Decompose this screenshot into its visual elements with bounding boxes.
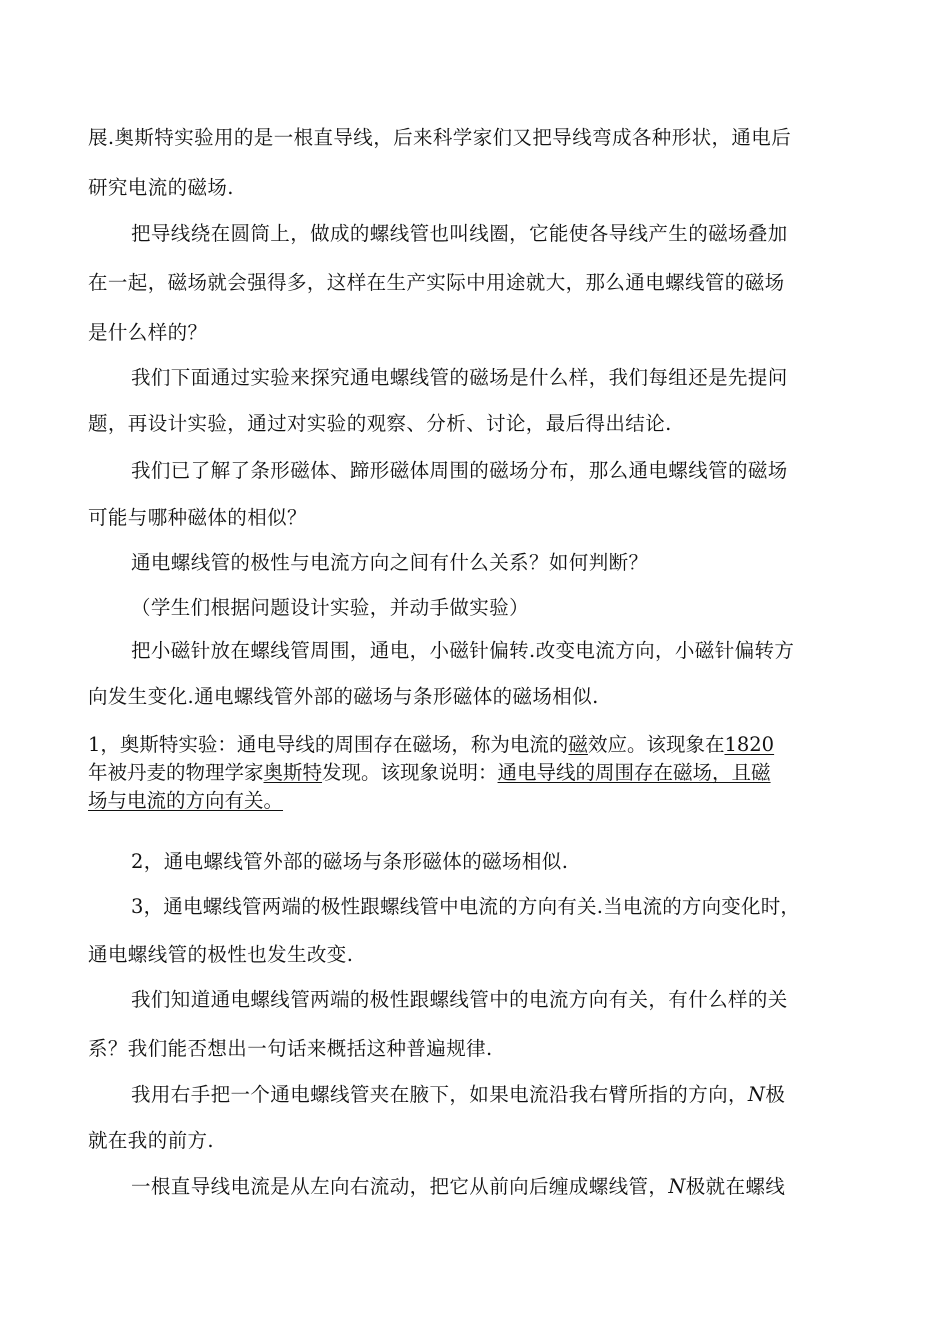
paragraph-line: 系？我们能否想出一句话来概括这种普遍规律. — [88, 1037, 493, 1060]
point1-underlined: 1820 — [724, 733, 775, 756]
n-pole-symbol: N — [747, 1083, 766, 1106]
point1-underlined: 奥斯特 — [263, 761, 323, 784]
point1-underlined: 磁 — [568, 733, 588, 756]
paragraph-line — [131, 1175, 785, 1199]
paragraph-line: 是什么样的？ — [88, 321, 208, 344]
text-span: 一根直导线电流是从左向右流动，把它从前向后缠成螺线管， — [131, 1175, 669, 1198]
point1-text: 发现。该现象说明： — [322, 761, 498, 784]
point1-text: 年被丹麦的物理学家 — [88, 761, 264, 784]
text-span: 我用右手把一个通电螺线管夹在腋下，如果电流沿我右臂所指的方向， — [131, 1083, 748, 1106]
point2-line: 2，通电螺线管外部的磁场与条形磁体的磁场相似. — [131, 850, 569, 873]
point3-line: 3，通电螺线管两端的极性跟螺线管中电流的方向有关.当电流的方向变化时， — [131, 895, 801, 918]
text-span: 极 — [765, 1083, 786, 1106]
paragraph-line: 向发生变化.通电螺线管外部的磁场与条形磁体的磁场相似. — [88, 685, 599, 708]
paragraph-line: 把导线绕在圆筒上，做成的螺线管也叫线圈，它能使各导线产生的磁场叠加 — [131, 222, 788, 245]
paragraph-line: 在一起，磁场就会强得多，这样在生产实际中用途就大，那么通电螺线管的磁场 — [88, 271, 785, 294]
point1-underlined: 场与电流的方向有关。 — [88, 789, 284, 812]
point1-underlined: 通电导线的周围存在磁场，且磁 — [497, 761, 771, 784]
paragraph-line: 我们知道通电螺线管两端的极性跟螺线管中的电流方向有关，有什么样的关 — [131, 988, 788, 1011]
paragraph-line: 通电螺线管的极性与电流方向之间有什么关系？如何判断？ — [131, 551, 649, 574]
paragraph-line: 研究电流的磁场. — [88, 176, 234, 199]
paragraph-line: 我们已了解了条形磁体、蹄形磁体周围的磁场分布，那么通电螺线管的磁场 — [131, 459, 788, 482]
point3-line: 通电螺线管的极性也发生改变. — [88, 943, 354, 966]
paragraph-line: 可能与哪种磁体的相似？ — [88, 506, 307, 529]
n-pole-symbol: N — [668, 1175, 686, 1198]
point1-text: 效应。该现象在 — [587, 733, 725, 756]
paragraph-line: （学生们根据问题设计实验，并动手做实验） — [131, 596, 530, 619]
point1-line — [88, 761, 771, 785]
point1-line — [88, 789, 283, 813]
paragraph-line: 把小磁针放在螺线管周围，通电，小磁针偏转.改变电流方向，小磁针偏转方 — [131, 639, 795, 662]
paragraph-line — [131, 1083, 785, 1107]
point1-line — [88, 733, 774, 757]
paragraph-line: 就在我的前方. — [88, 1129, 214, 1152]
paragraph-line: 我们下面通过实验来探究通电螺线管的磁场是什么样，我们每组还是先提问 — [131, 366, 788, 389]
paragraph-line: 展.奥斯特实验用的是一根直导线，后来科学家们又把导线弯成各种形状，通电后 — [88, 126, 792, 149]
text-span: 极就在螺线 — [685, 1175, 786, 1198]
paragraph-line: 题，再设计实验，通过对实验的观察、分析、讨论，最后得出结论. — [88, 412, 672, 435]
point1-text: 1，奥斯特实验：通电导线的周围存在磁场，称为电流的 — [88, 733, 569, 756]
